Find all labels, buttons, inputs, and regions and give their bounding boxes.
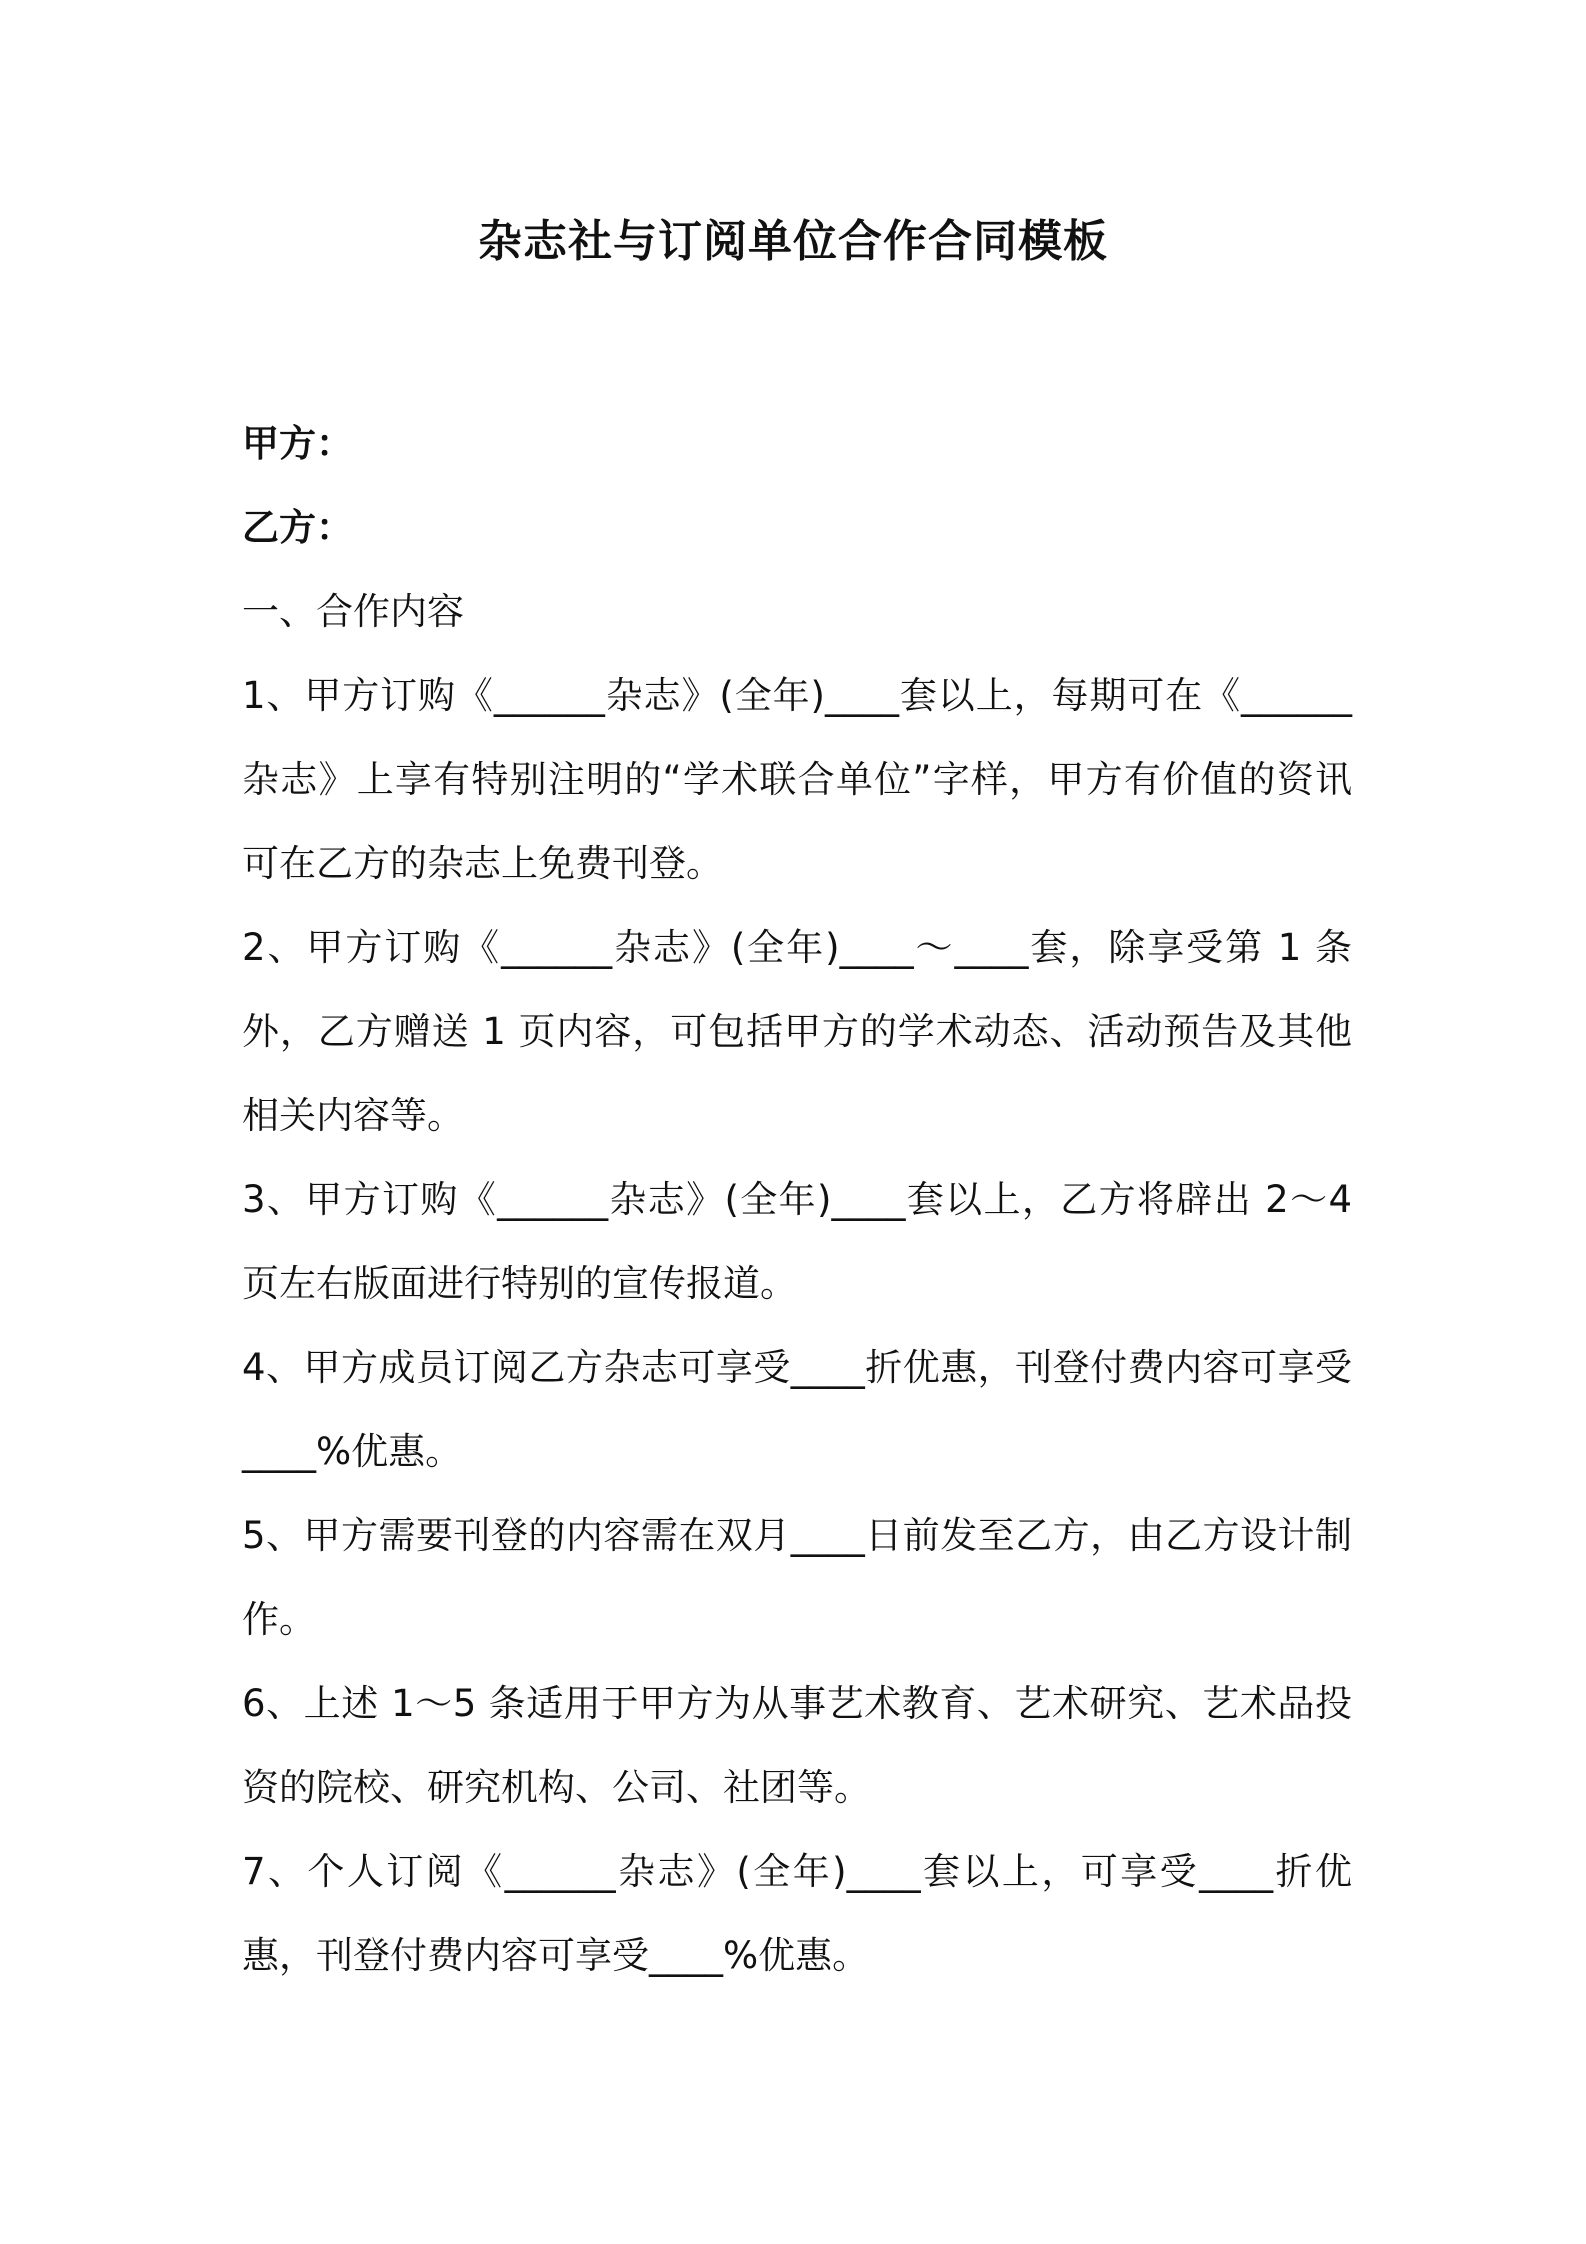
party-b-line: 乙方： — [242, 506, 353, 549]
clause-2: 2、甲方订购《______杂志》(全年)____～____套，除享受第 1 条外，乙方赠送 1 页内容，可包括甲方的学术动态、活动预告及其他相关内容等。 — [242, 926, 1352, 1137]
clause-3: 3、甲方订购《______杂志》(全年)____套以上，乙方将辟出 2～4 页左右版面进行特别的宣传报道。 — [242, 1178, 1352, 1305]
clause-4: 4、甲方成员订阅乙方杂志可享受____折优惠，刊登付费内容可享受____%优惠。 — [242, 1346, 1352, 1473]
document-title: 杂志社与订阅单位合作合同模板 — [478, 216, 1108, 267]
document-body — [242, 402, 1352, 1998]
section-heading: 一、合作内容 — [242, 590, 464, 633]
clause-7: 7、个人订阅《______杂志》(全年)____套以上，可享受____折优惠，刊登付费内容可享受____%优惠。 — [242, 1850, 1352, 1977]
party-a-line: 甲方： — [242, 422, 353, 465]
clause-5: 5、甲方需要刊登的内容需在双月____日前发至乙方，由乙方设计制作。 — [242, 1514, 1352, 1641]
clause-6: 6、上述 1～5 条适用于甲方为从事艺术教育、艺术研究、艺术品投资的院校、研究机构、公司、社团等。 — [242, 1682, 1352, 1809]
clause-1: 1、甲方订购《______杂志》(全年)____套以上，每期可在《______杂志》上享有特别注明的“学术联合单位”字样，甲方有价值的资讯可在乙方的杂志上免费刊登。 — [242, 674, 1352, 885]
